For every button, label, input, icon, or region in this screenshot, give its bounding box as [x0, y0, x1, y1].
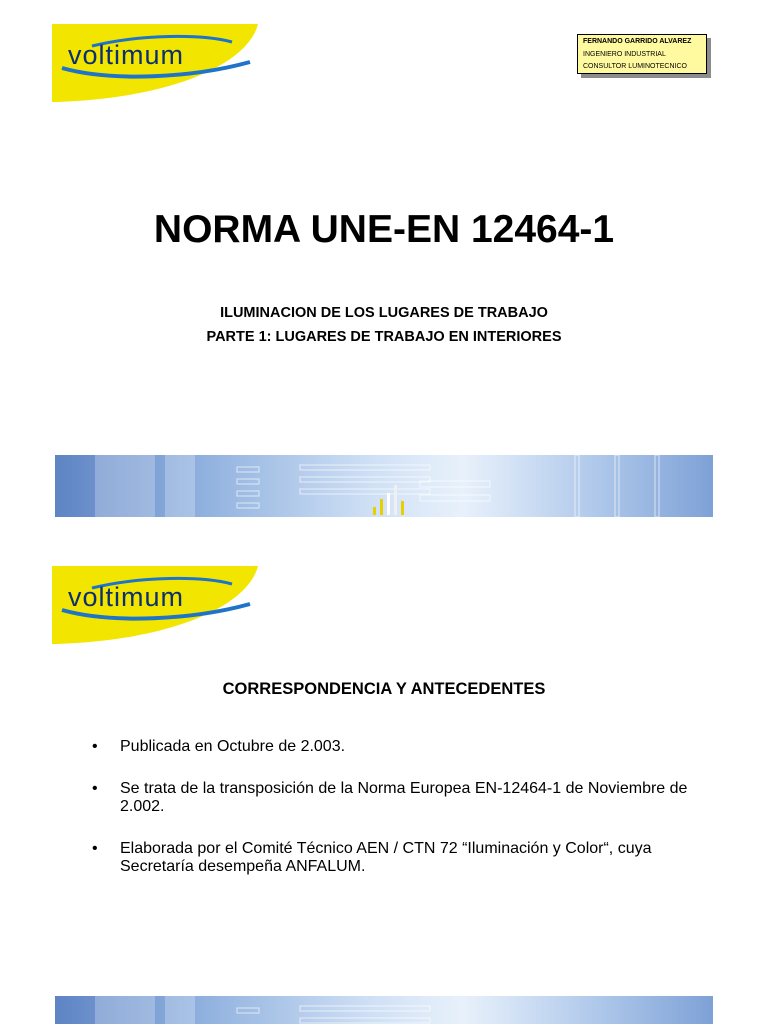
- slide-subtitle-2: PARTE 1: LUGARES DE TRABAJO EN INTERIORES: [206, 329, 562, 345]
- logo-wordmark: voltimum: [68, 582, 185, 612]
- banner-graphic: [55, 455, 713, 517]
- decorative-banner: [55, 455, 713, 517]
- bullet-text: Se trata de la transposición de la Norma Europea EN-12464-1 de Noviembre de 2.002.: [120, 780, 688, 815]
- list-item: [92, 738, 712, 756]
- bullet-marker: •: [92, 780, 98, 797]
- list-item: [92, 840, 712, 876]
- author-title: INGENIERO INDUSTRIAL: [583, 50, 666, 58]
- author-card: [577, 34, 707, 74]
- author-name: FERNANDO GARRIDO ALVAREZ: [583, 38, 692, 45]
- list-item: [92, 780, 712, 816]
- banner-graphic: [55, 996, 713, 1024]
- bullet-text: Publicada en Octubre de 2.003.: [120, 738, 346, 755]
- section-heading: CORRESPONDENCIA Y ANTECEDENTES: [222, 680, 546, 698]
- voltimum-logo: [52, 24, 258, 102]
- voltimum-logo: [52, 566, 258, 644]
- bullet-marker: •: [92, 738, 98, 755]
- bullet-text: Elaborada por el Comité Técnico AEN / CTN 72 “Iluminación y Color“, cuya Secretaría desempeña ANFALUM.: [120, 840, 652, 875]
- slide-subtitle-1: ILUMINACION DE LOS LUGARES DE TRABAJO: [220, 305, 548, 321]
- author-role: CONSULTOR LUMINOTECNICO: [583, 63, 687, 70]
- bullet-marker: •: [92, 840, 98, 857]
- bullet-list: [92, 738, 712, 900]
- logo-wordmark: voltimum: [68, 40, 185, 70]
- slide-title: NORMA UNE-EN 12464-1: [153, 208, 615, 251]
- decorative-banner: [55, 996, 713, 1024]
- slide-2: [0, 518, 768, 1024]
